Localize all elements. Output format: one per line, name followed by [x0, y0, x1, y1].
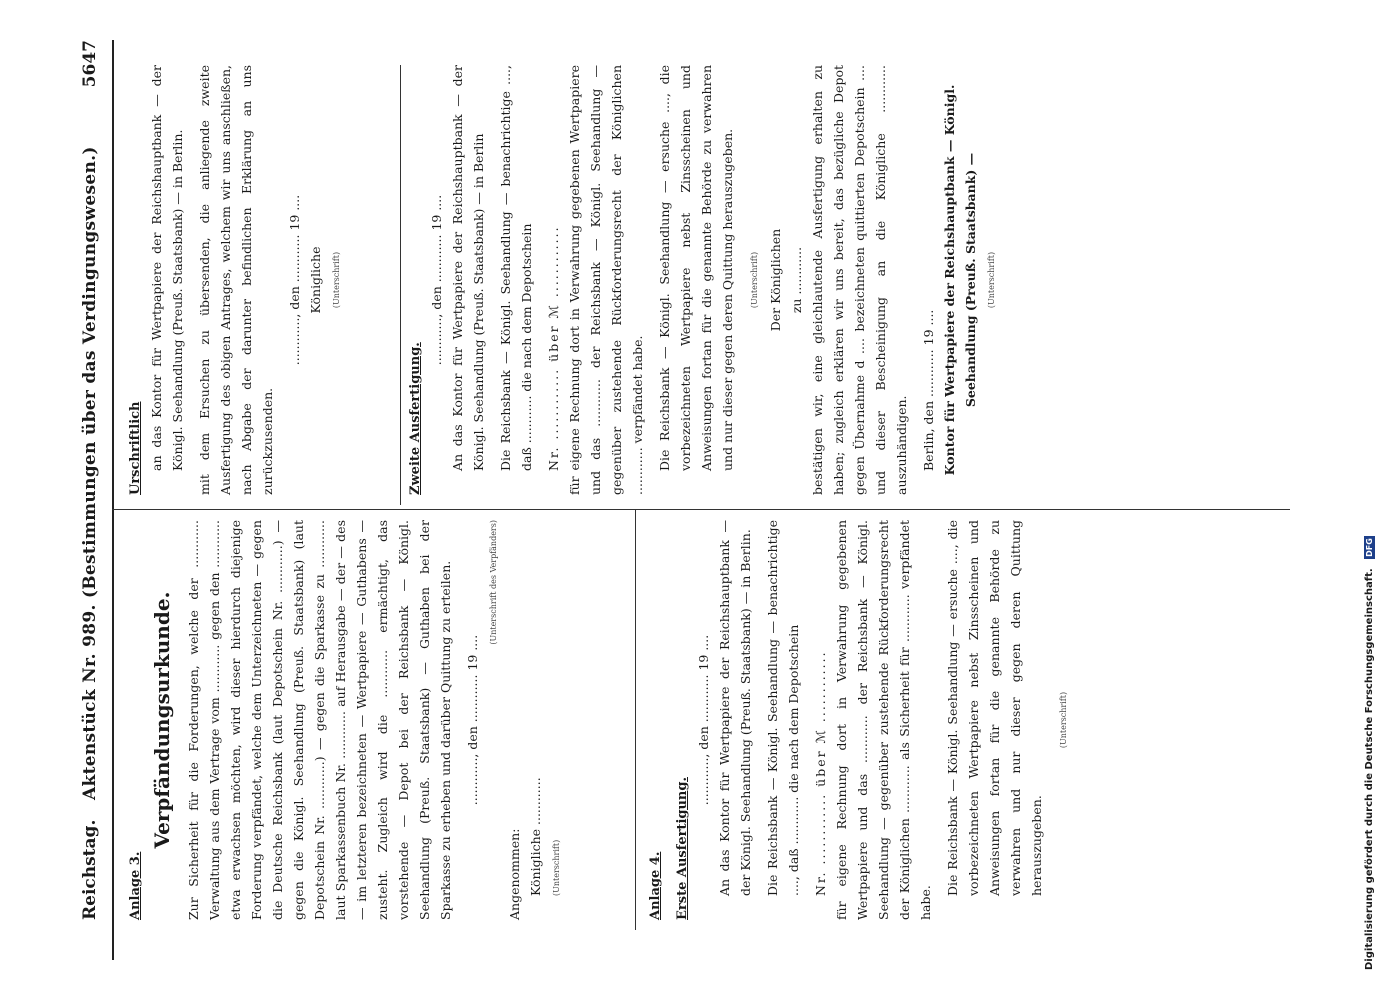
- header-left: Reichstag.: [80, 819, 100, 920]
- request-paragraph: Die Reichsbank — Königl. Seehandlung — ersuche ...., die vorbezeichneten Wertpapiere nebst Zinsscheinen und Anweisungen fortan für die genannte Behörde zu verwahren und nur dieser gegen deren Quittung herauszugeben.: [945, 520, 1044, 896]
- right-date-line: ............, den ............ 19 ....: [287, 194, 302, 366]
- anlage-3-label: Anlage 3.: [128, 851, 143, 920]
- der-koeniglichen: Der Königlichen: [768, 228, 783, 332]
- koenigliche-line: Königliche ............: [528, 777, 543, 896]
- right-separator: [400, 65, 401, 505]
- dfg-badge: DFG: [1365, 538, 1374, 557]
- right-signature-label-3: (Unterschrift): [987, 251, 996, 309]
- request-transmit: mit dem Ersuchen zu übersenden, die anliegende zweite Ausfertigung des obigen Antrages, welchem wir uns anschließen, nach Abgabe der darunter befindlichen Erklärung an uns zurückzusenden.: [197, 65, 275, 495]
- right-custody: für eigene Rechnung dort in Verwahrung gegebenen Wertpapiere und das ............ der Reichsbank — Königl. Seehandlung — gegenüber zustehende Rückforderungsrecht der Königlichen ............ verpfändet habe.: [567, 65, 645, 495]
- right-signature-label: (Unterschrift): [332, 251, 341, 309]
- right-address-2: An das Kontor für Wertpapiere der Reichshauptbank — der Königl. Seehandlung (Preuß. Staatsbank) — in Berlin: [450, 65, 486, 471]
- zweite-ausfertigung: Zweite Ausfertigung.: [408, 342, 423, 495]
- address-block: An das Kontor für Wertpapiere der Reichshauptbank — der Königl. Seehandlung (Preuß. Staatsbank) — in Berlin.: [717, 520, 753, 896]
- signature-label: (Unterschrift des Verpfänders): [489, 520, 498, 645]
- right-signature-label-2: (Unterschrift): [750, 251, 759, 309]
- anlage-4-label: Anlage 4.: [648, 851, 663, 920]
- signature-label-3: (Unterschrift): [1059, 691, 1068, 749]
- left-column-anlage4: [645, 520, 1074, 920]
- date-line-2: ............, den ............ 19 ....: [696, 634, 711, 806]
- credit-text: Digitalisierung gefördert durch die Deutsche Forschungsgemeinschaft.: [1364, 568, 1375, 970]
- right-depot-number: Nr. ............ über ℳ ............: [546, 225, 561, 471]
- document-title: Verpfändungsurkunde.: [150, 591, 174, 849]
- header-rule: [112, 40, 114, 960]
- right-notice: Die Reichsbank — Königl. Seehandlung — benachrichtige ...., daß ............ die nach dem Depotschein: [498, 65, 534, 471]
- date-line: ............, den ............ 19 ....: [465, 634, 480, 806]
- section-separator: [635, 510, 636, 930]
- erste-ausfertigung: Erste Ausfertigung.: [675, 777, 690, 920]
- kontor-line: Kontor für Wertpapiere der Reichshauptbank — Königl. Seehandlung (Preuß. Staatsbank) —: [942, 84, 978, 476]
- signature-label-2: (Unterschrift): [552, 839, 561, 896]
- custody-paragraph: für eigene Rechnung dort in Verwahrung gegebenen Wertpapiere und das ............ der Reichsbank — Königl. Seehandlung — gegenüber zustehende Rückforderungsrecht der Königlichen ............ als Sicherheit für ............ verpfändet habe.: [834, 520, 933, 920]
- header-title: Aktenstück Nr. 989. (Bestimmungen über das Verdingungswesen.): [80, 146, 100, 800]
- right-column-zweite: [405, 65, 1002, 495]
- right-request: Die Reichsbank — Königl. Seehandlung — ersuche ...., die vorbezeichneten Wertpapiere nebst Zinsscheinen und Anweisungen fortan für die genannte Behörde zu verwahren und nur dieser gegen deren Quittung herauszugeben.: [657, 65, 735, 471]
- urschriftlich-label: Urschriftlich: [128, 401, 143, 495]
- right-address: an das Kontor für Wertpapiere der Reichshauptbank — der Königl. Seehandlung (Preuß. Staatsbank) — in Berlin.: [149, 65, 185, 471]
- zu-line: zu ............: [789, 246, 804, 314]
- pledge-paragraph: Zur Sicherheit für die Forderungen, welche der ............ Verwaltung aus dem Vertrage vom ............ gegen den ............ etwa erwachsen möchten, wird dieser hierdurch diejenige Forderung verpfändet, welche dem Unterzeichneten — gegen die Deutsche Reichsbank (laut Depotschein Nr. ............) — gegen die Königl. Seehandlung (Preuß. Staatsbank) (laut Depotschein Nr. ............) — gegen die Sparkasse zu ............ laut Sparkassenbuch Nr. ............ auf Herausgabe — der — des — im letzteren bezeichneten — Wertpapiere — Guthabens — zusteht. Zugleich wird die ............ ermächtigt, das vorstehende — Depot bei der Reichsbank — Königl. Seehandlung (Preuß. Staatsbank) — Guthaben bei der Sparkasse zu erheben und darüber Quittung zu erteilen.: [186, 520, 453, 920]
- notice-paragraph: Die Reichsbank — Königl. Seehandlung — benachrichtige ...., daß ............ die nach dem Depotschein: [765, 520, 801, 896]
- right-column: [125, 65, 347, 495]
- depot-number-line: Nr. ............ über ℳ ............: [813, 650, 828, 896]
- column-divider: [112, 509, 1290, 510]
- digitization-credit: [1364, 30, 1380, 970]
- right-date-line-2: ............, den ............ 19 ....: [429, 194, 444, 366]
- page-number: 5647: [80, 40, 100, 88]
- page-header: [70, 40, 110, 960]
- left-column: [125, 520, 567, 920]
- accepted-label: Angenommen:: [507, 828, 522, 920]
- berlin-date: Berlin, den ............ 19 ....: [921, 309, 936, 471]
- right-koenigliche: Königliche: [308, 246, 323, 314]
- confirmation-paragraph: bestätigen wir, eine gleichlautende Ausfertigung erhalten zu haben; zugleich erklären wir uns bereit, das bezügliche Depot gegen Übernahme d .... bezeichneten quittierten Depotschein .... und dieser Bescheinigung an die Königliche ............ auszuhändigen.: [810, 65, 909, 495]
